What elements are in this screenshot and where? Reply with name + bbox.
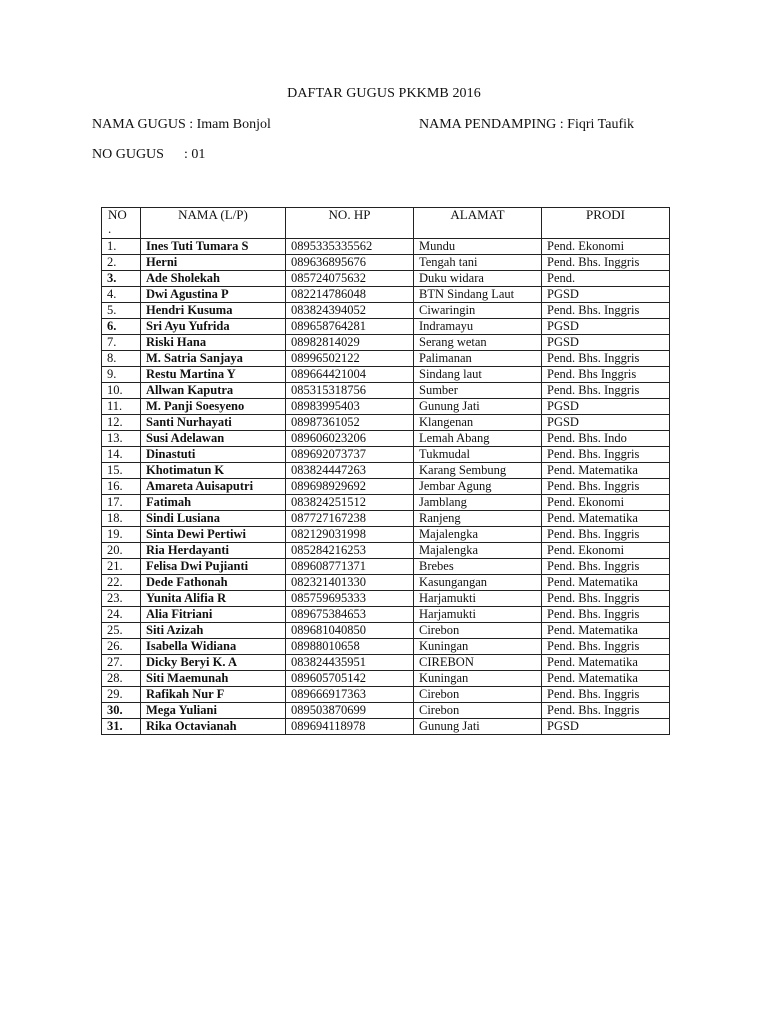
header-nama: NAMA (L/P) — [141, 208, 286, 239]
gugus-name-label: NAMA GUGUS : Imam Bonjol — [92, 117, 271, 132]
cell-alamat: Ciwaringin — [414, 303, 542, 319]
cell-no: 22. — [102, 575, 141, 591]
cell-nama: Rika Octavianah — [141, 719, 286, 735]
table-row — [102, 447, 670, 463]
cell-nama: Dinastuti — [141, 447, 286, 463]
cell-prodi: Pend. Bhs. Inggris — [542, 703, 670, 719]
cell-hp: 089698929692 — [286, 479, 414, 495]
cell-nama: Mega Yuliani — [141, 703, 286, 719]
cell-nama: Santi Nurhayati — [141, 415, 286, 431]
cell-prodi: Pend. Bhs. Inggris — [542, 607, 670, 623]
cell-nama: Riski Hana — [141, 335, 286, 351]
table-row — [102, 607, 670, 623]
cell-no: 6. — [102, 319, 141, 335]
cell-no: 8. — [102, 351, 141, 367]
cell-no: 2. — [102, 255, 141, 271]
cell-alamat: Cirebon — [414, 623, 542, 639]
cell-hp: 089666917363 — [286, 687, 414, 703]
cell-nama: Ria Herdayanti — [141, 543, 286, 559]
cell-alamat: Tengah tani — [414, 255, 542, 271]
cell-prodi: Pend. Ekonomi — [542, 239, 670, 255]
cell-prodi: PGSD — [542, 319, 670, 335]
cell-prodi: Pend. Matematika — [542, 511, 670, 527]
table-row — [102, 287, 670, 303]
cell-nama: Susi Adelawan — [141, 431, 286, 447]
cell-no: 9. — [102, 367, 141, 383]
cell-prodi: Pend. Bhs. Inggris — [542, 591, 670, 607]
cell-no: 21. — [102, 559, 141, 575]
cell-prodi: PGSD — [542, 719, 670, 735]
cell-no: 16. — [102, 479, 141, 495]
cell-alamat: Tukmudal — [414, 447, 542, 463]
table-row — [102, 575, 670, 591]
cell-prodi: Pend. Matematika — [542, 463, 670, 479]
cell-alamat: Ranjeng — [414, 511, 542, 527]
cell-no: 7. — [102, 335, 141, 351]
cell-alamat: Indramayu — [414, 319, 542, 335]
table-row — [102, 335, 670, 351]
table-body — [102, 239, 670, 735]
cell-no: 12. — [102, 415, 141, 431]
cell-no: 3. — [102, 271, 141, 287]
cell-no: 14. — [102, 447, 141, 463]
pendamping-label: NAMA PENDAMPING : Fiqri Taufik — [419, 117, 634, 132]
cell-hp: 08982814029 — [286, 335, 414, 351]
cell-hp: 083824447263 — [286, 463, 414, 479]
table-row — [102, 319, 670, 335]
cell-prodi: Pend. Bhs. Inggris — [542, 639, 670, 655]
document-title: DAFTAR GUGUS PKKMB 2016 — [287, 86, 481, 101]
cell-nama: Fatimah — [141, 495, 286, 511]
cell-prodi: Pend. Bhs. Inggris — [542, 255, 670, 271]
cell-alamat: Duku widara — [414, 271, 542, 287]
table-row — [102, 271, 670, 287]
cell-nama: Isabella Widiana — [141, 639, 286, 655]
cell-nama: M. Satria Sanjaya — [141, 351, 286, 367]
cell-no: 29. — [102, 687, 141, 703]
table-row — [102, 719, 670, 735]
cell-hp: 08983995403 — [286, 399, 414, 415]
cell-hp: 082129031998 — [286, 527, 414, 543]
table-row — [102, 415, 670, 431]
cell-hp: 083824251512 — [286, 495, 414, 511]
cell-hp: 089664421004 — [286, 367, 414, 383]
cell-hp: 083824435951 — [286, 655, 414, 671]
cell-hp: 089694118978 — [286, 719, 414, 735]
cell-no: 17. — [102, 495, 141, 511]
cell-nama: M. Panji Soesyeno — [141, 399, 286, 415]
table-row — [102, 479, 670, 495]
table-row — [102, 655, 670, 671]
table-row — [102, 255, 670, 271]
table-row — [102, 511, 670, 527]
header-prodi: PRODI — [542, 208, 670, 239]
cell-nama: Herni — [141, 255, 286, 271]
table-row — [102, 351, 670, 367]
cell-no: 23. — [102, 591, 141, 607]
cell-alamat: Cirebon — [414, 703, 542, 719]
cell-hp: 082321401330 — [286, 575, 414, 591]
cell-prodi: Pend. Matematika — [542, 623, 670, 639]
cell-no: 5. — [102, 303, 141, 319]
cell-nama: Felisa Dwi Pujianti — [141, 559, 286, 575]
cell-nama: Alia Fitriani — [141, 607, 286, 623]
cell-no: 26. — [102, 639, 141, 655]
cell-alamat: Kuningan — [414, 671, 542, 687]
cell-alamat: Palimanan — [414, 351, 542, 367]
cell-prodi: PGSD — [542, 287, 670, 303]
cell-prodi: Pend. Matematika — [542, 655, 670, 671]
cell-hp: 089675384653 — [286, 607, 414, 623]
cell-nama: Sri Ayu Yufrida — [141, 319, 286, 335]
cell-prodi: Pend. Matematika — [542, 671, 670, 687]
cell-no: 28. — [102, 671, 141, 687]
cell-alamat: CIREBON — [414, 655, 542, 671]
participant-table — [101, 207, 670, 735]
cell-nama: Ade Sholekah — [141, 271, 286, 287]
cell-prodi: Pend. Matematika — [542, 575, 670, 591]
cell-alamat: Harjamukti — [414, 607, 542, 623]
cell-prodi: Pend. Bhs. Inggris — [542, 351, 670, 367]
table-row — [102, 559, 670, 575]
cell-alamat: Gunung Jati — [414, 719, 542, 735]
cell-hp: 089681040850 — [286, 623, 414, 639]
table-row — [102, 703, 670, 719]
cell-nama: Rafikah Nur F — [141, 687, 286, 703]
gugus-number-value: : 01 — [184, 147, 206, 162]
cell-hp: 085315318756 — [286, 383, 414, 399]
cell-no: 10. — [102, 383, 141, 399]
cell-hp: 082214786048 — [286, 287, 414, 303]
cell-nama: Sindi Lusiana — [141, 511, 286, 527]
table-row — [102, 671, 670, 687]
table-row — [102, 303, 670, 319]
cell-no: 24. — [102, 607, 141, 623]
cell-alamat: Kasungangan — [414, 575, 542, 591]
cell-alamat: Jembar Agung — [414, 479, 542, 495]
cell-hp: 087727167238 — [286, 511, 414, 527]
cell-alamat: Klangenan — [414, 415, 542, 431]
cell-alamat: Sumber — [414, 383, 542, 399]
cell-hp: 08988010658 — [286, 639, 414, 655]
gugus-number-line — [92, 147, 206, 163]
cell-prodi: Pend. Ekonomi — [542, 543, 670, 559]
cell-hp: 089658764281 — [286, 319, 414, 335]
cell-prodi: Pend. Bhs. Inggris — [542, 303, 670, 319]
table-row — [102, 431, 670, 447]
cell-alamat: Sindang laut — [414, 367, 542, 383]
table-row — [102, 623, 670, 639]
cell-hp: 089636895676 — [286, 255, 414, 271]
cell-no: 4. — [102, 287, 141, 303]
cell-no: 20. — [102, 543, 141, 559]
table-row — [102, 591, 670, 607]
cell-prodi: PGSD — [542, 399, 670, 415]
cell-alamat: Serang wetan — [414, 335, 542, 351]
cell-nama: Khotimatun K — [141, 463, 286, 479]
cell-alamat: Lemah Abang — [414, 431, 542, 447]
cell-nama: Dede Fathonah — [141, 575, 286, 591]
table-row — [102, 399, 670, 415]
cell-prodi: Pend. Bhs. Inggris — [542, 687, 670, 703]
cell-no: 15. — [102, 463, 141, 479]
cell-nama: Dwi Agustina P — [141, 287, 286, 303]
cell-alamat: Brebes — [414, 559, 542, 575]
cell-alamat: Gunung Jati — [414, 399, 542, 415]
cell-hp: 089608771371 — [286, 559, 414, 575]
table-row — [102, 463, 670, 479]
cell-no: 31. — [102, 719, 141, 735]
cell-hp: 08996502122 — [286, 351, 414, 367]
table-row — [102, 495, 670, 511]
table-row — [102, 543, 670, 559]
cell-alamat: Karang Sembung — [414, 463, 542, 479]
cell-hp: 085284216253 — [286, 543, 414, 559]
cell-hp: 089503870699 — [286, 703, 414, 719]
cell-alamat: Jamblang — [414, 495, 542, 511]
cell-nama: Siti Maemunah — [141, 671, 286, 687]
header-no-text: NO . — [108, 207, 127, 236]
cell-hp: 085724075632 — [286, 271, 414, 287]
cell-prodi: PGSD — [542, 335, 670, 351]
table-row — [102, 383, 670, 399]
cell-hp: 0895335335562 — [286, 239, 414, 255]
cell-no: 19. — [102, 527, 141, 543]
table-row — [102, 367, 670, 383]
cell-prodi: Pend. Ekonomi — [542, 495, 670, 511]
cell-hp: 089605705142 — [286, 671, 414, 687]
cell-hp: 089606023206 — [286, 431, 414, 447]
cell-hp: 08987361052 — [286, 415, 414, 431]
header-no — [102, 208, 141, 239]
cell-prodi: Pend. Bhs Inggris — [542, 367, 670, 383]
cell-nama: Siti Azizah — [141, 623, 286, 639]
cell-alamat: Majalengka — [414, 543, 542, 559]
table-row — [102, 527, 670, 543]
cell-no: 25. — [102, 623, 141, 639]
cell-prodi: Pend. Bhs. Inggris — [542, 447, 670, 463]
cell-alamat: BTN Sindang Laut — [414, 287, 542, 303]
cell-alamat: Harjamukti — [414, 591, 542, 607]
cell-nama: Amareta Auisaputri — [141, 479, 286, 495]
cell-prodi: Pend. Bhs. Inggris — [542, 479, 670, 495]
table-header-row — [102, 208, 670, 239]
cell-prodi: PGSD — [542, 415, 670, 431]
cell-no: 18. — [102, 511, 141, 527]
cell-nama: Yunita Alifia R — [141, 591, 286, 607]
header-alamat: ALAMAT — [414, 208, 542, 239]
cell-no: 30. — [102, 703, 141, 719]
cell-no: 13. — [102, 431, 141, 447]
cell-alamat: Majalengka — [414, 527, 542, 543]
cell-hp: 089692073737 — [286, 447, 414, 463]
cell-nama: Ines Tuti Tumara S — [141, 239, 286, 255]
cell-prodi: Pend. — [542, 271, 670, 287]
cell-nama: Sinta Dewi Pertiwi — [141, 527, 286, 543]
cell-nama: Hendri Kusuma — [141, 303, 286, 319]
cell-hp: 083824394052 — [286, 303, 414, 319]
cell-alamat: Kuningan — [414, 639, 542, 655]
cell-nama: Restu Martina Y — [141, 367, 286, 383]
header-hp: NO. HP — [286, 208, 414, 239]
cell-no: 11. — [102, 399, 141, 415]
table-row — [102, 639, 670, 655]
cell-prodi: Pend. Bhs. Inggris — [542, 527, 670, 543]
cell-nama: Allwan Kaputra — [141, 383, 286, 399]
cell-nama: Dicky Beryi K. A — [141, 655, 286, 671]
cell-prodi: Pend. Bhs. Inggris — [542, 383, 670, 399]
gugus-number-label: NO GUGUS — [92, 147, 164, 162]
cell-alamat: Cirebon — [414, 687, 542, 703]
table-row — [102, 687, 670, 703]
cell-no: 1. — [102, 239, 141, 255]
cell-prodi: Pend. Bhs. Indo — [542, 431, 670, 447]
cell-prodi: Pend. Bhs. Inggris — [542, 559, 670, 575]
cell-no: 27. — [102, 655, 141, 671]
table-row — [102, 239, 670, 255]
cell-alamat: Mundu — [414, 239, 542, 255]
cell-hp: 085759695333 — [286, 591, 414, 607]
